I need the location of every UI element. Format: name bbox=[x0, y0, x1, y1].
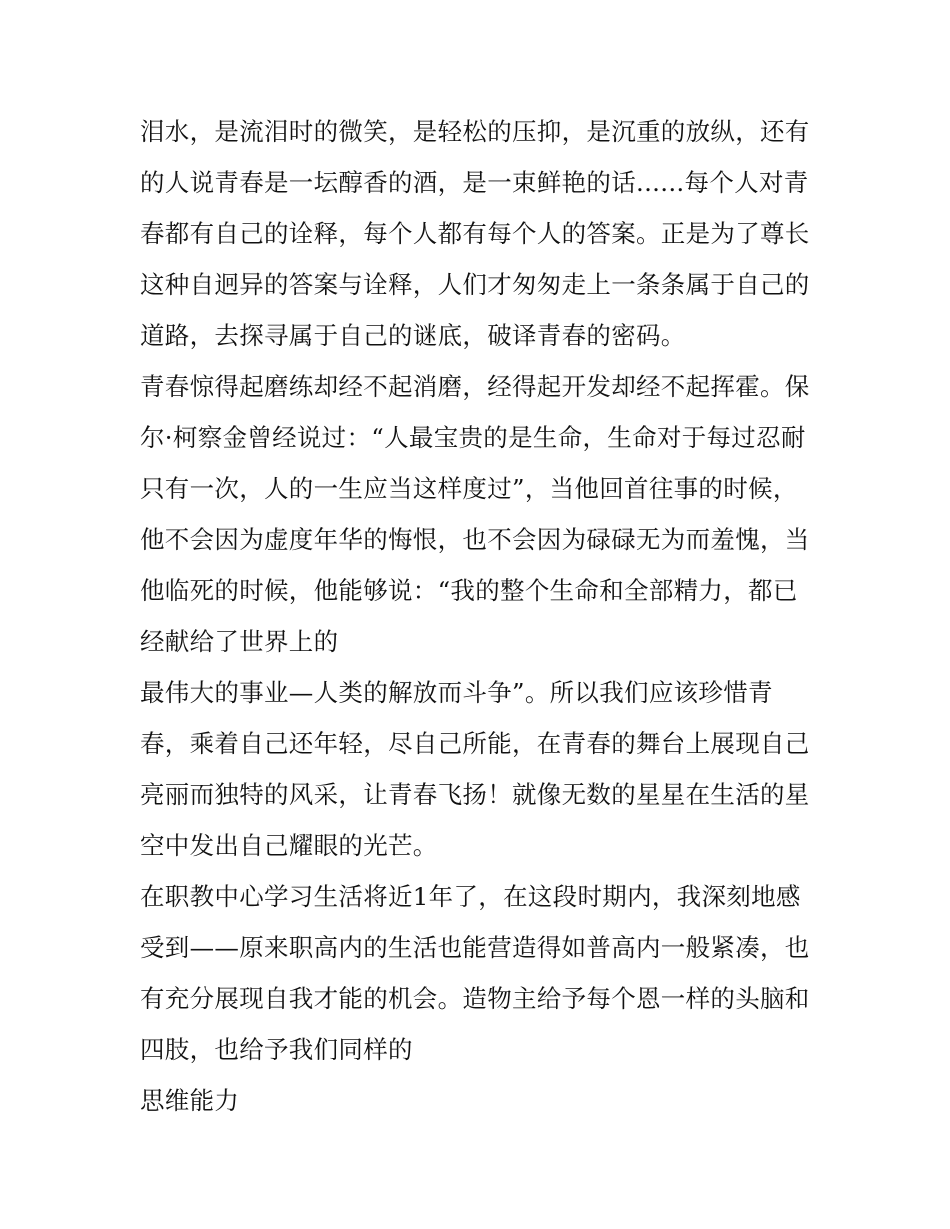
text-line: 思维能力 bbox=[140, 1086, 240, 1115]
text-line: 在职教中心学习生活将近1年了，在这段时期内，我深刻地感 bbox=[140, 882, 801, 911]
text-line: 的人说青春是一坛醇香的酒，是一束鲜艳的话......每个人对青 bbox=[140, 168, 809, 197]
text-line: 春都有自己的诠释，每个人都有每个人的答案。正是为了尊长 bbox=[140, 219, 810, 248]
text-line: 春，乘着自己还年轻，尽自己所能，在青春的舞台上展现自己 bbox=[140, 729, 810, 758]
text-line: 他临死的时候，他能够说：“我的整个生命和全部精力，都已 bbox=[140, 576, 798, 605]
text-line: 他不会因为虚度年华的悔恨，也不会因为碌碌无为而羞愧，当 bbox=[140, 525, 810, 554]
text-line: 尔·柯察金曾经说过：“人最宝贵的是生命，生命对于每过忍耐 bbox=[140, 423, 806, 452]
text-line: 最伟大的事业—人类的解放而斗争”。所以我们应该珍惜青 bbox=[140, 678, 773, 707]
text-line: 经献给了世界上的 bbox=[140, 627, 339, 656]
text-line: 四肢，也给予我们同样的 bbox=[140, 1035, 413, 1064]
body-text bbox=[140, 106, 820, 1126]
text-line: 青春惊得起磨练却经不起消磨，经得起开发却经不起挥霍。保 bbox=[140, 372, 810, 401]
text-line: 空中发出自己耀眼的光芒。 bbox=[140, 831, 438, 860]
text-line: 只有一次，人的一生应当这样度过”，当他回首往事的时候， bbox=[140, 474, 798, 503]
text-line: 道路，去探寻属于自己的谜底，破译青春的密码。 bbox=[140, 321, 686, 350]
text-line: 受到——原来职高内的生活也能营造得如普高内一般紧凑，也 bbox=[140, 933, 810, 962]
text-line: 泪水，是流泪时的微笑，是轻松的压抑，是沉重的放纵，还有 bbox=[140, 117, 810, 146]
text-line: 亮丽而独特的风采，让青春飞扬！就像无数的星星在生活的星 bbox=[140, 780, 810, 809]
text-line: 这种自迥异的答案与诠释，人们才匆匆走上一条条属于自己的 bbox=[140, 270, 810, 299]
text-line: 有充分展现自我才能的机会。造物主给予每个恩一样的头脑和 bbox=[140, 984, 810, 1013]
